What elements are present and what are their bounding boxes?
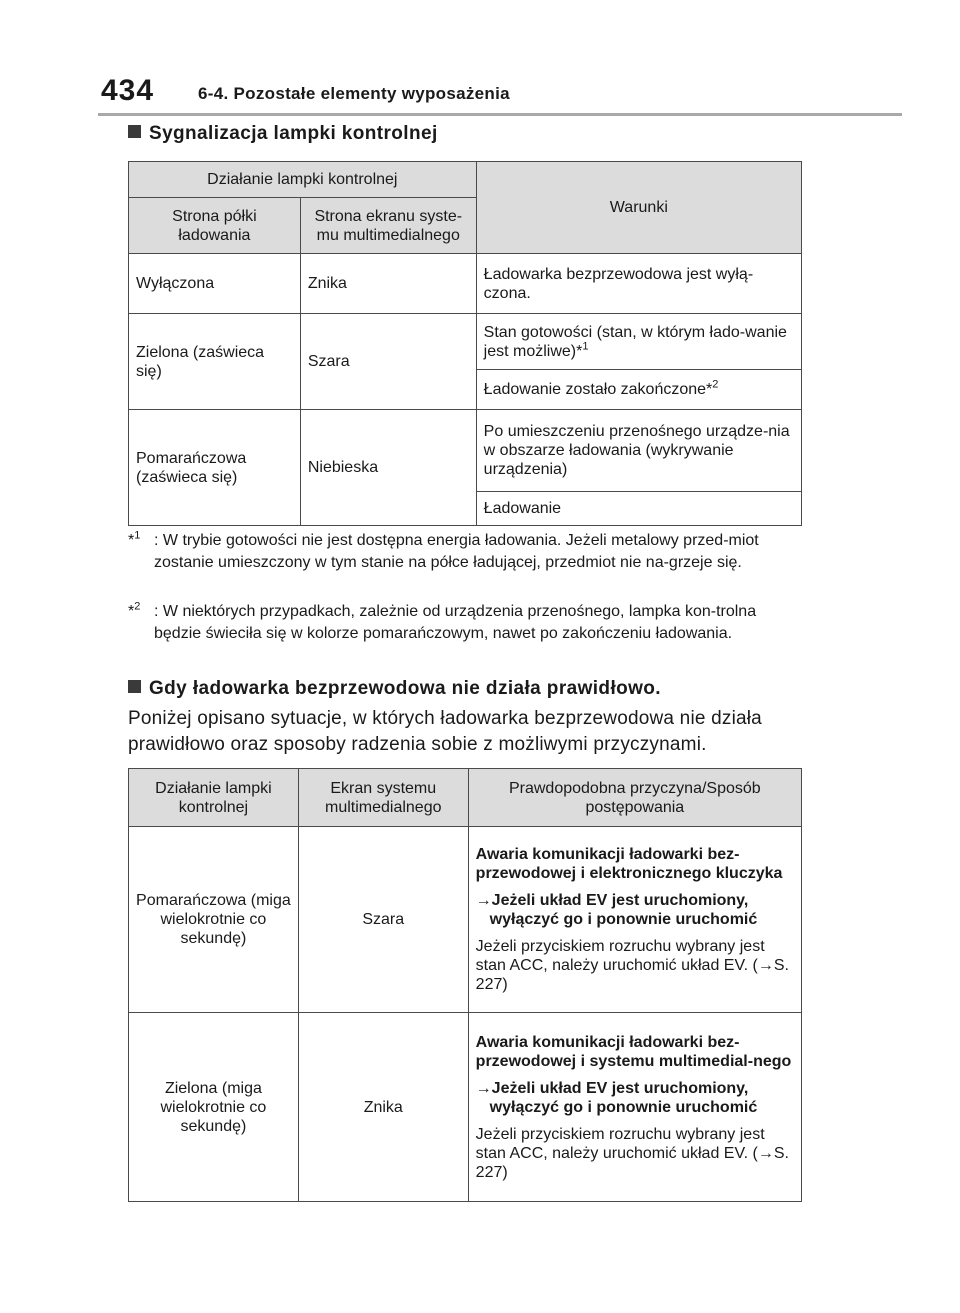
heading-troubleshooting bbox=[128, 678, 661, 700]
table-cell bbox=[468, 827, 801, 1013]
footnote-mark bbox=[128, 601, 140, 623]
table-cell bbox=[468, 1013, 801, 1202]
header-rule bbox=[98, 113, 902, 116]
heading-text: Sygnalizacja lampki kontrolnej bbox=[149, 123, 438, 144]
indicator-table bbox=[128, 161, 802, 526]
heading-indicator-signalling bbox=[128, 123, 438, 145]
asterisk: * bbox=[128, 603, 135, 620]
action-note: Jeżeli przyciskiem rozruchu wybrany jest stan ACC, należy uruchomić układ EV. (→S. 227) bbox=[475, 1125, 789, 1181]
table-cell: Po umieszczeniu przenośnego urządze-nia w obszarze ładowania (wykrywanie urządzenia) bbox=[476, 410, 801, 492]
table-cell: Zielona (miga wielokrotnie co sekundę) bbox=[129, 1013, 299, 1202]
footnote-number: 2 bbox=[134, 600, 141, 613]
conditions-header: Warunki bbox=[476, 162, 801, 254]
square-bullet-icon bbox=[128, 680, 141, 693]
table-cell: Znika bbox=[298, 1013, 468, 1202]
table-cell bbox=[476, 370, 801, 410]
table-cell: Wyłączona bbox=[129, 254, 301, 314]
asterisk: * bbox=[128, 532, 135, 549]
table-cell: Znika bbox=[300, 254, 476, 314]
intro-paragraph: Poniżej opisano sytuacje, w których ładowarka bezprzewodowa nie działa prawidłowo oraz sposoby radzenia sobie z możliwymi przyczynami. bbox=[128, 708, 762, 755]
cause-header: Prawdopodobna przyczyna/Sposób postępowania bbox=[468, 769, 801, 827]
table-cell: Ładowarka bezprzewodowa jest wyłą-czona. bbox=[476, 254, 801, 314]
table-cell: Szara bbox=[298, 827, 468, 1013]
action-text: →Jeżeli układ EV jest uruchomiony, wyłączyć go i ponownie uruchomić bbox=[475, 1079, 758, 1116]
lamp-header: Działanie lampki kontrolnej bbox=[129, 769, 299, 827]
table-cell: Zielona (zaświeca się) bbox=[129, 314, 301, 410]
cause-title: Awaria komunikacji ładowarki bez-przewodowej i elektronicznego kluczyka bbox=[475, 846, 783, 882]
tray-side-header: Strona półki ładowania bbox=[129, 198, 301, 254]
action-note: Jeżeli przyciskiem rozruchu wybrany jest stan ACC, należy uruchomić układ EV. (→S. 227) bbox=[475, 938, 789, 993]
group-header: Działanie lampki kontrolnej bbox=[129, 162, 477, 198]
table-cell: Pomarańczowa (zaświeca się) bbox=[129, 410, 301, 526]
action-text: →Jeżeli układ EV jest uruchomiony, wyłączyć go i ponownie uruchomić bbox=[475, 892, 758, 928]
table-cell: Szara bbox=[300, 314, 476, 410]
cause-title: Awaria komunikacji ładowarki bez-przewodowej i systemu multimedial-nego bbox=[475, 1033, 792, 1070]
footnote-number: 1 bbox=[134, 529, 141, 542]
screen-header: Ekran systemu multimedialnego bbox=[298, 769, 468, 827]
footnote bbox=[128, 530, 804, 574]
table-cell bbox=[476, 314, 801, 370]
troubleshooting-table bbox=[128, 768, 802, 1202]
footnote-text: : W trybie gotowości nie jest dostępna energia ładowania. Jeżeli metalowy przed-miot zostanie umieszczony w tym stanie na półce ładującej, przedmiot nie na-grzeje się. bbox=[154, 532, 759, 571]
heading-text: Gdy ładowarka bezprzewodowa nie działa prawidłowo. bbox=[149, 678, 661, 699]
footnote-mark bbox=[128, 530, 140, 552]
table-cell: Pomarańczowa (miga wielokrotnie co sekundę) bbox=[129, 827, 299, 1013]
footnote bbox=[128, 601, 804, 645]
square-bullet-icon bbox=[128, 125, 141, 138]
condition-text: Ładowanie zostało zakończone* bbox=[483, 381, 713, 398]
page-number: 434 bbox=[101, 74, 155, 107]
table-cell: Niebieska bbox=[300, 410, 476, 526]
section-title: 6-4. Pozostałe elementy wyposażenia bbox=[198, 84, 510, 103]
footnote-ref: 2 bbox=[712, 378, 719, 391]
screen-side-header: Strona ekranu syste-mu multimedialnego bbox=[300, 198, 476, 254]
footnote-text: : W niektórych przypadkach, zależnie od urządzenia przenośnego, lampka kon-trolna będzie świeciła się w kolorze pomarańczowym, nawet po zakończeniu ładowania. bbox=[154, 603, 757, 642]
table-cell: Ładowanie bbox=[476, 492, 801, 526]
footnote-ref: 1 bbox=[582, 340, 589, 353]
condition-text: Stan gotowości (stan, w którym łado-wanie jest możliwe)* bbox=[483, 323, 787, 360]
